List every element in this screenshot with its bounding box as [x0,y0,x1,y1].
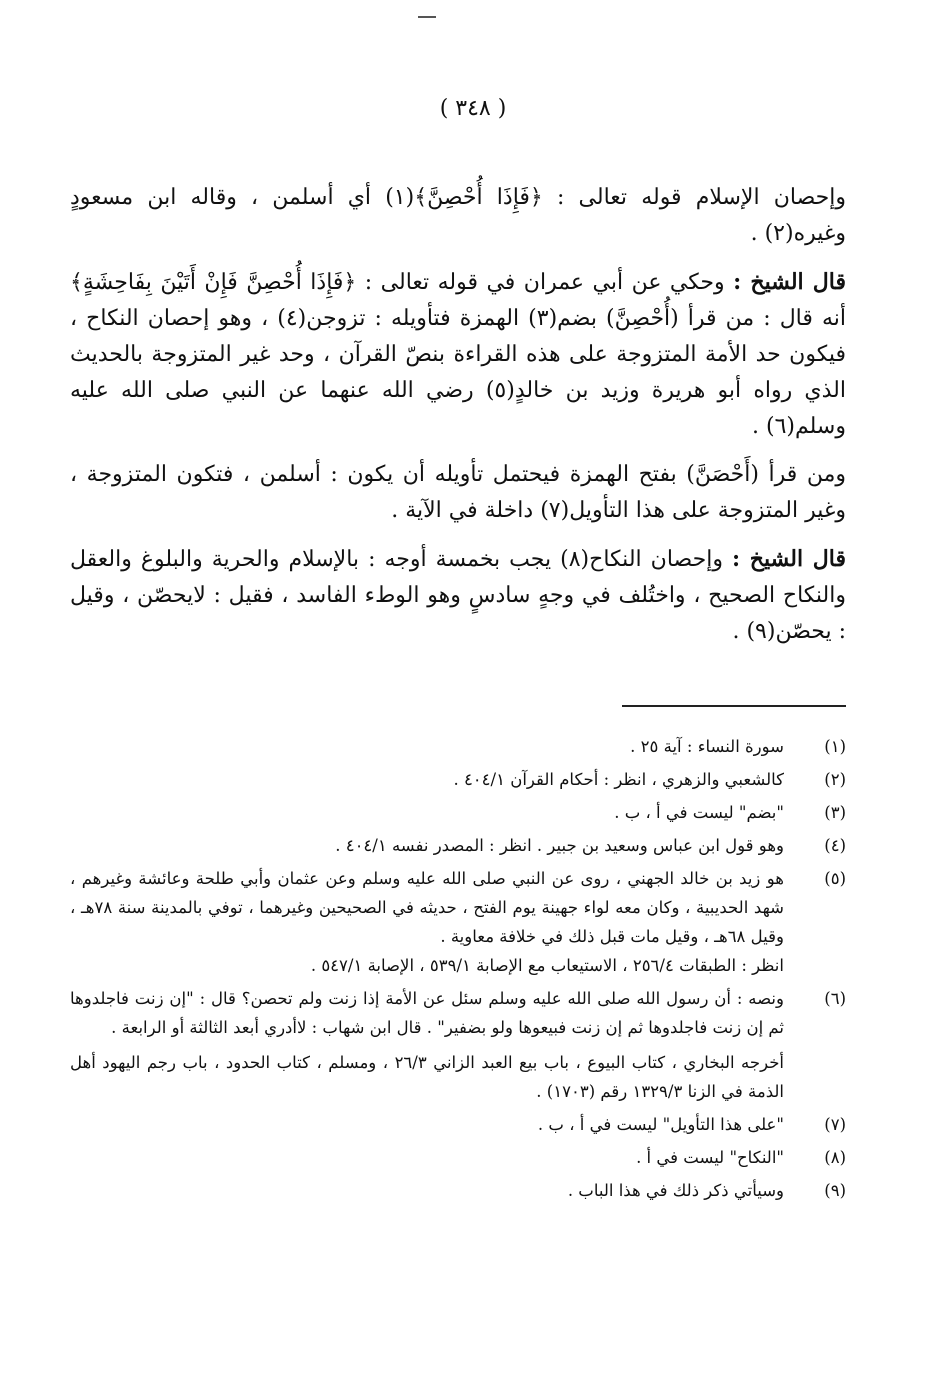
paragraph-1 [70,180,846,252]
footnote-6 [70,984,846,1106]
main-text [70,180,846,662]
footnote-4 [70,831,846,860]
paragraph-text: ومن قرأ (أَحْصَنَّ) بفتح الهمزة فيحتمل تأويله أن يكون : أسلمن ، فتكون المتزوجة ، وغير المتزوجة على هذا التأويل(٧) داخلة في الآية . [70,462,846,523]
scan-mark [418,16,436,18]
footnote-divider [622,705,846,707]
footnote-number: (٦) [824,989,846,1008]
footnote-8 [70,1143,846,1172]
footnote-3 [70,798,846,827]
footnote-number: (٩) [824,1181,846,1200]
footnote-9 [70,1176,846,1205]
footnote-text: هو زيد بن خالد الجهني ، روى عن النبي صلى الله عليه وسلم وعن عثمان وأبي طلحة وعائشة وغيرهم ، شهد الحديبية ، وكان معه لواء جهينة يوم الفتح ، حديثه في الصحيحين وغيرهما ، توفي بالمدينة سنة ٧٨هـ ، وقيل ٦٨هـ ، وقيل مات قبل ذلك في خلافة معاوية . [70,869,785,946]
footnote-text: كالشعبي والزهري ، انظر : أحكام القرآن ٤٠٤/١ . [453,770,784,789]
footnote-text: وهو قول ابن عباس وسعيد بن جبير . انظر : المصدر نفسه ٤٠٤/١ . [335,836,784,855]
footnote-reference: أخرجه البخاري ، كتاب البيوع ، باب بيع العبد الزاني ٢٦/٣ ، ومسلم ، كتاب الحدود ، باب رجم اليهود أهل الذمة في الزنا ١٣٢٩/٣ رقم (١٧٠٣) . [70,1053,784,1101]
paragraph-text: وإحصان الإسلام قوله تعالى : ﴿فَإِذَا أُحْصِنَّ﴾(١) أي أسلمن ، وقاله ابن مسعودٍ وغيره(٢) . [70,185,847,246]
footnote-7 [70,1110,846,1139]
footnotes [70,732,846,1209]
footnote-number: (٥) [824,869,846,888]
footnote-2 [70,765,846,794]
footnote-text: ونصه : أن رسول الله صلى الله عليه وسلم سئل عن الأمة إذا زنت ولم تحصن؟ قال : "إن زنت فاجلدوها ثم إن زنت فاجلدوها ثم إن زنت فبيعوها ولو بضفير" . قال ابن شهاب : لاأدري أبعد الثالثة أو الرابعة . [70,989,784,1037]
footnote-number: (٧) [824,1115,846,1134]
footnote-1 [70,732,846,761]
footnote-number: (٢) [824,770,846,789]
paragraph-text: وحكي عن أبي عمران في قوله تعالى : ﴿فَإِذَا أُحْصِنَّ فَإِنْ أَتَيْنَ بِفَاحِشَةٍ﴾ أنه قال : من قرأ (أُحْصِنَّ) بضم(٣) الهمزة فتأويله : تزوجن(٤) ، وهو إحصان النكاح ، فيكون حد الأمة المتزوجة على هذه القراءة بنصّ القرآن ، وحد غير المتزوجة بالحديث الذي رواه أبو هريرة وزيد بن خالدٍ(٥) رضي الله عنهما عن النبي صلى الله عليه وسلم(٦) . [70,270,846,439]
footnote-reference: انظر : الطبقات ٢٥٦/٤ ، الاستيعاب مع الإصابة ٥٣٩/١ ، الإصابة ٥٤٧/١ . [310,956,784,975]
paragraph-2 [70,264,846,445]
paragraph-text: وإحصان النكاح(٨) يجب بخمسة أوجه : بالإسلام والحرية والبلوغ والعقل والنكاح الصحيح ، واختُلف في وجهٍ سادسٍ وهو الوطء الفاسد ، فقيل : لايحصّن ، وقيل : يحصّن(٩) . [70,547,846,644]
footnote-text: "النكاح" ليست في أ . [636,1148,784,1167]
footnote-5 [70,864,846,980]
paragraph-4 [70,541,846,650]
paragraph-3 [70,457,846,529]
shaykh-heading: قال الشيخ : [731,546,846,572]
footnote-text: "على هذا التأويل" ليست في أ ، ب . [537,1115,784,1134]
footnote-number: (٤) [824,836,846,855]
page-number: ( ٣٤٨ ) [439,96,507,121]
footnote-number: (٨) [824,1148,846,1167]
footnote-number: (٣) [824,803,846,822]
shaykh-heading: قال الشيخ : [733,269,846,295]
footnote-text: سورة النساء : آية ٢٥ . [630,737,784,756]
footnote-text: "بضم" ليست في أ ، ب . [614,803,784,822]
footnote-text: وسيأتي ذكر ذلك في هذا الباب . [567,1181,784,1200]
footnote-number: (١) [824,737,846,756]
